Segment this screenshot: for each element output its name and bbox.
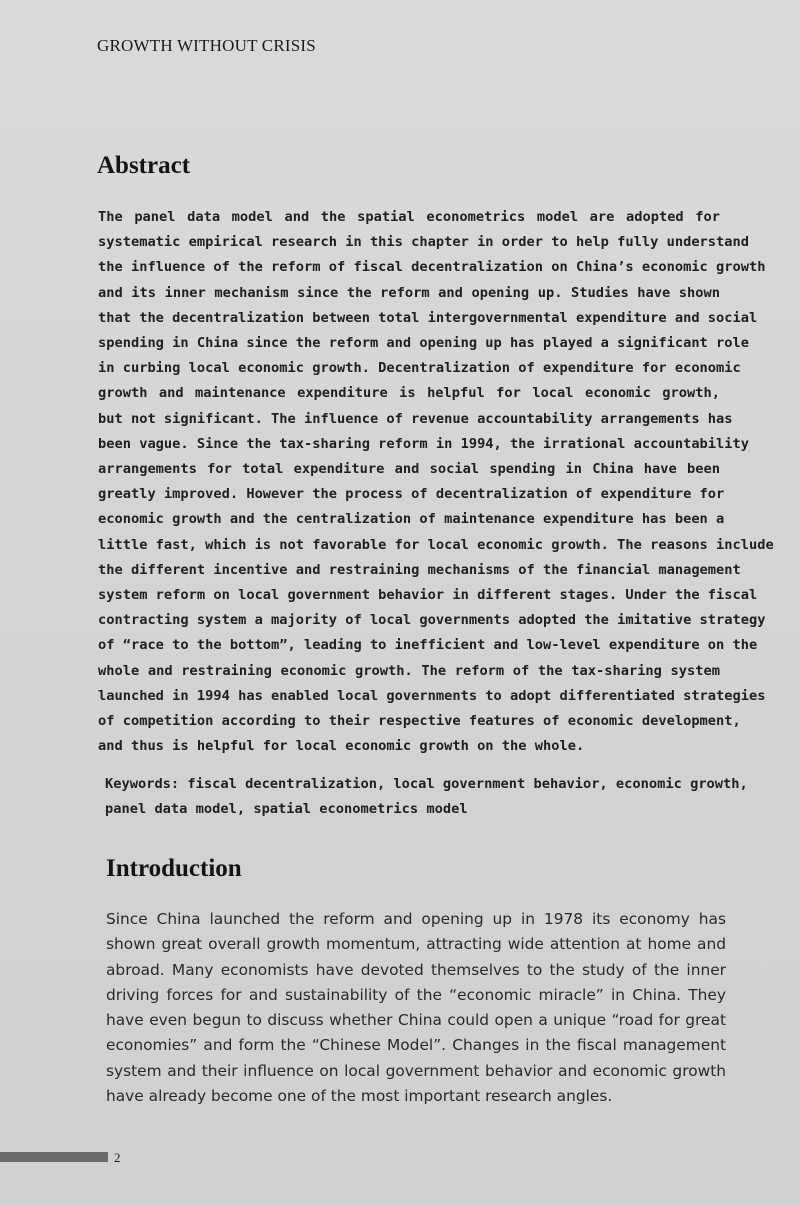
introduction-line: abroad. Many economists have devoted themselves to the study of the inner	[106, 960, 726, 979]
abstract-line: in curbing local economic growth. Decentralization of expenditure for economic	[98, 360, 741, 377]
introduction-line: economies” and form the “Chinese Model”. Changes in the fiscal management	[106, 1036, 726, 1055]
abstract-line: whole and restraining economic growth. The reform of the tax-sharing system	[98, 662, 720, 679]
introduction-line: have already become one of the most important research angles.	[106, 1087, 613, 1106]
introduction-line: have even begun to discuss whether China could open a unique “road for great	[106, 1011, 726, 1030]
introduction-body	[106, 907, 726, 1109]
abstract-line: arrangements for total expenditure and social spending in China have been	[98, 461, 720, 478]
abstract-body	[98, 205, 774, 759]
introduction-line: shown great overall growth momentum, attracting wide attention at home and	[106, 935, 726, 954]
introduction-line: Since China launched the reform and opening up in 1978 its economy has	[106, 910, 726, 928]
abstract-line: and its inner mechanism since the reform and opening up. Studies have shown	[98, 284, 720, 301]
abstract-line: The panel data model and the spatial econometrics model are adopted for	[98, 209, 720, 225]
abstract-line: the influence of the reform of fiscal decentralization on China’s economic growth	[98, 259, 766, 276]
abstract-line: little fast, which is not favorable for local economic growth. The reasons include	[98, 536, 774, 553]
abstract-line: that the decentralization between total intergovernmental expenditure and social	[98, 309, 758, 326]
abstract-line: the different incentive and restraining mechanisms of the financial management	[98, 561, 741, 578]
introduction-line: system and their influence on local government behavior and economic growth	[106, 1061, 726, 1080]
footer-bar	[0, 1152, 108, 1162]
abstract-line: system reform on local government behavior in different stages. Under the fiscal	[98, 587, 758, 604]
abstract-line: and thus is helpful for local economic growth on the whole.	[98, 738, 585, 755]
abstract-line: economic growth and the centralization of maintenance expenditure has been a	[98, 511, 725, 528]
abstract-line: systematic empirical research in this chapter in order to help fully understand	[98, 234, 750, 251]
abstract-line: spending in China since the reform and opening up has played a significant role	[98, 335, 750, 352]
abstract-line: of competition according to their respective features of economic development,	[98, 713, 741, 730]
introduction-line: driving forces for and sustainability of the “economic miracle” in China. They	[106, 985, 726, 1004]
abstract-line: contracting system a majority of local governments adopted the imitative strategy	[98, 612, 766, 629]
introduction-heading: Introduction	[106, 855, 242, 882]
abstract-line: been vague. Since the tax-sharing reform in 1994, the irrational accountability	[98, 435, 750, 452]
abstract-line: but not significant. The influence of revenue accountability arrangements has	[98, 410, 733, 427]
keywords-line: panel data model, spatial econometrics model	[105, 801, 468, 818]
running-header: GROWTH WITHOUT CRISIS	[97, 36, 316, 55]
abstract-line: growth and maintenance expenditure is helpful for local economic growth,	[98, 385, 720, 402]
abstract-line: greatly improved. However the process of decentralization of expenditure for	[98, 486, 725, 503]
keywords-paragraph	[105, 772, 748, 822]
abstract-line: of “race to the bottom”, leading to inefficient and low-level expenditure on the	[98, 637, 758, 654]
page-number: 2	[114, 1150, 121, 1165]
abstract-line: launched in 1994 has enabled local governments to adopt differentiated strategies	[98, 687, 766, 704]
abstract-heading: Abstract	[97, 152, 191, 179]
keywords-line: Keywords: fiscal decentralization, local government behavior, economic growth,	[105, 776, 748, 792]
